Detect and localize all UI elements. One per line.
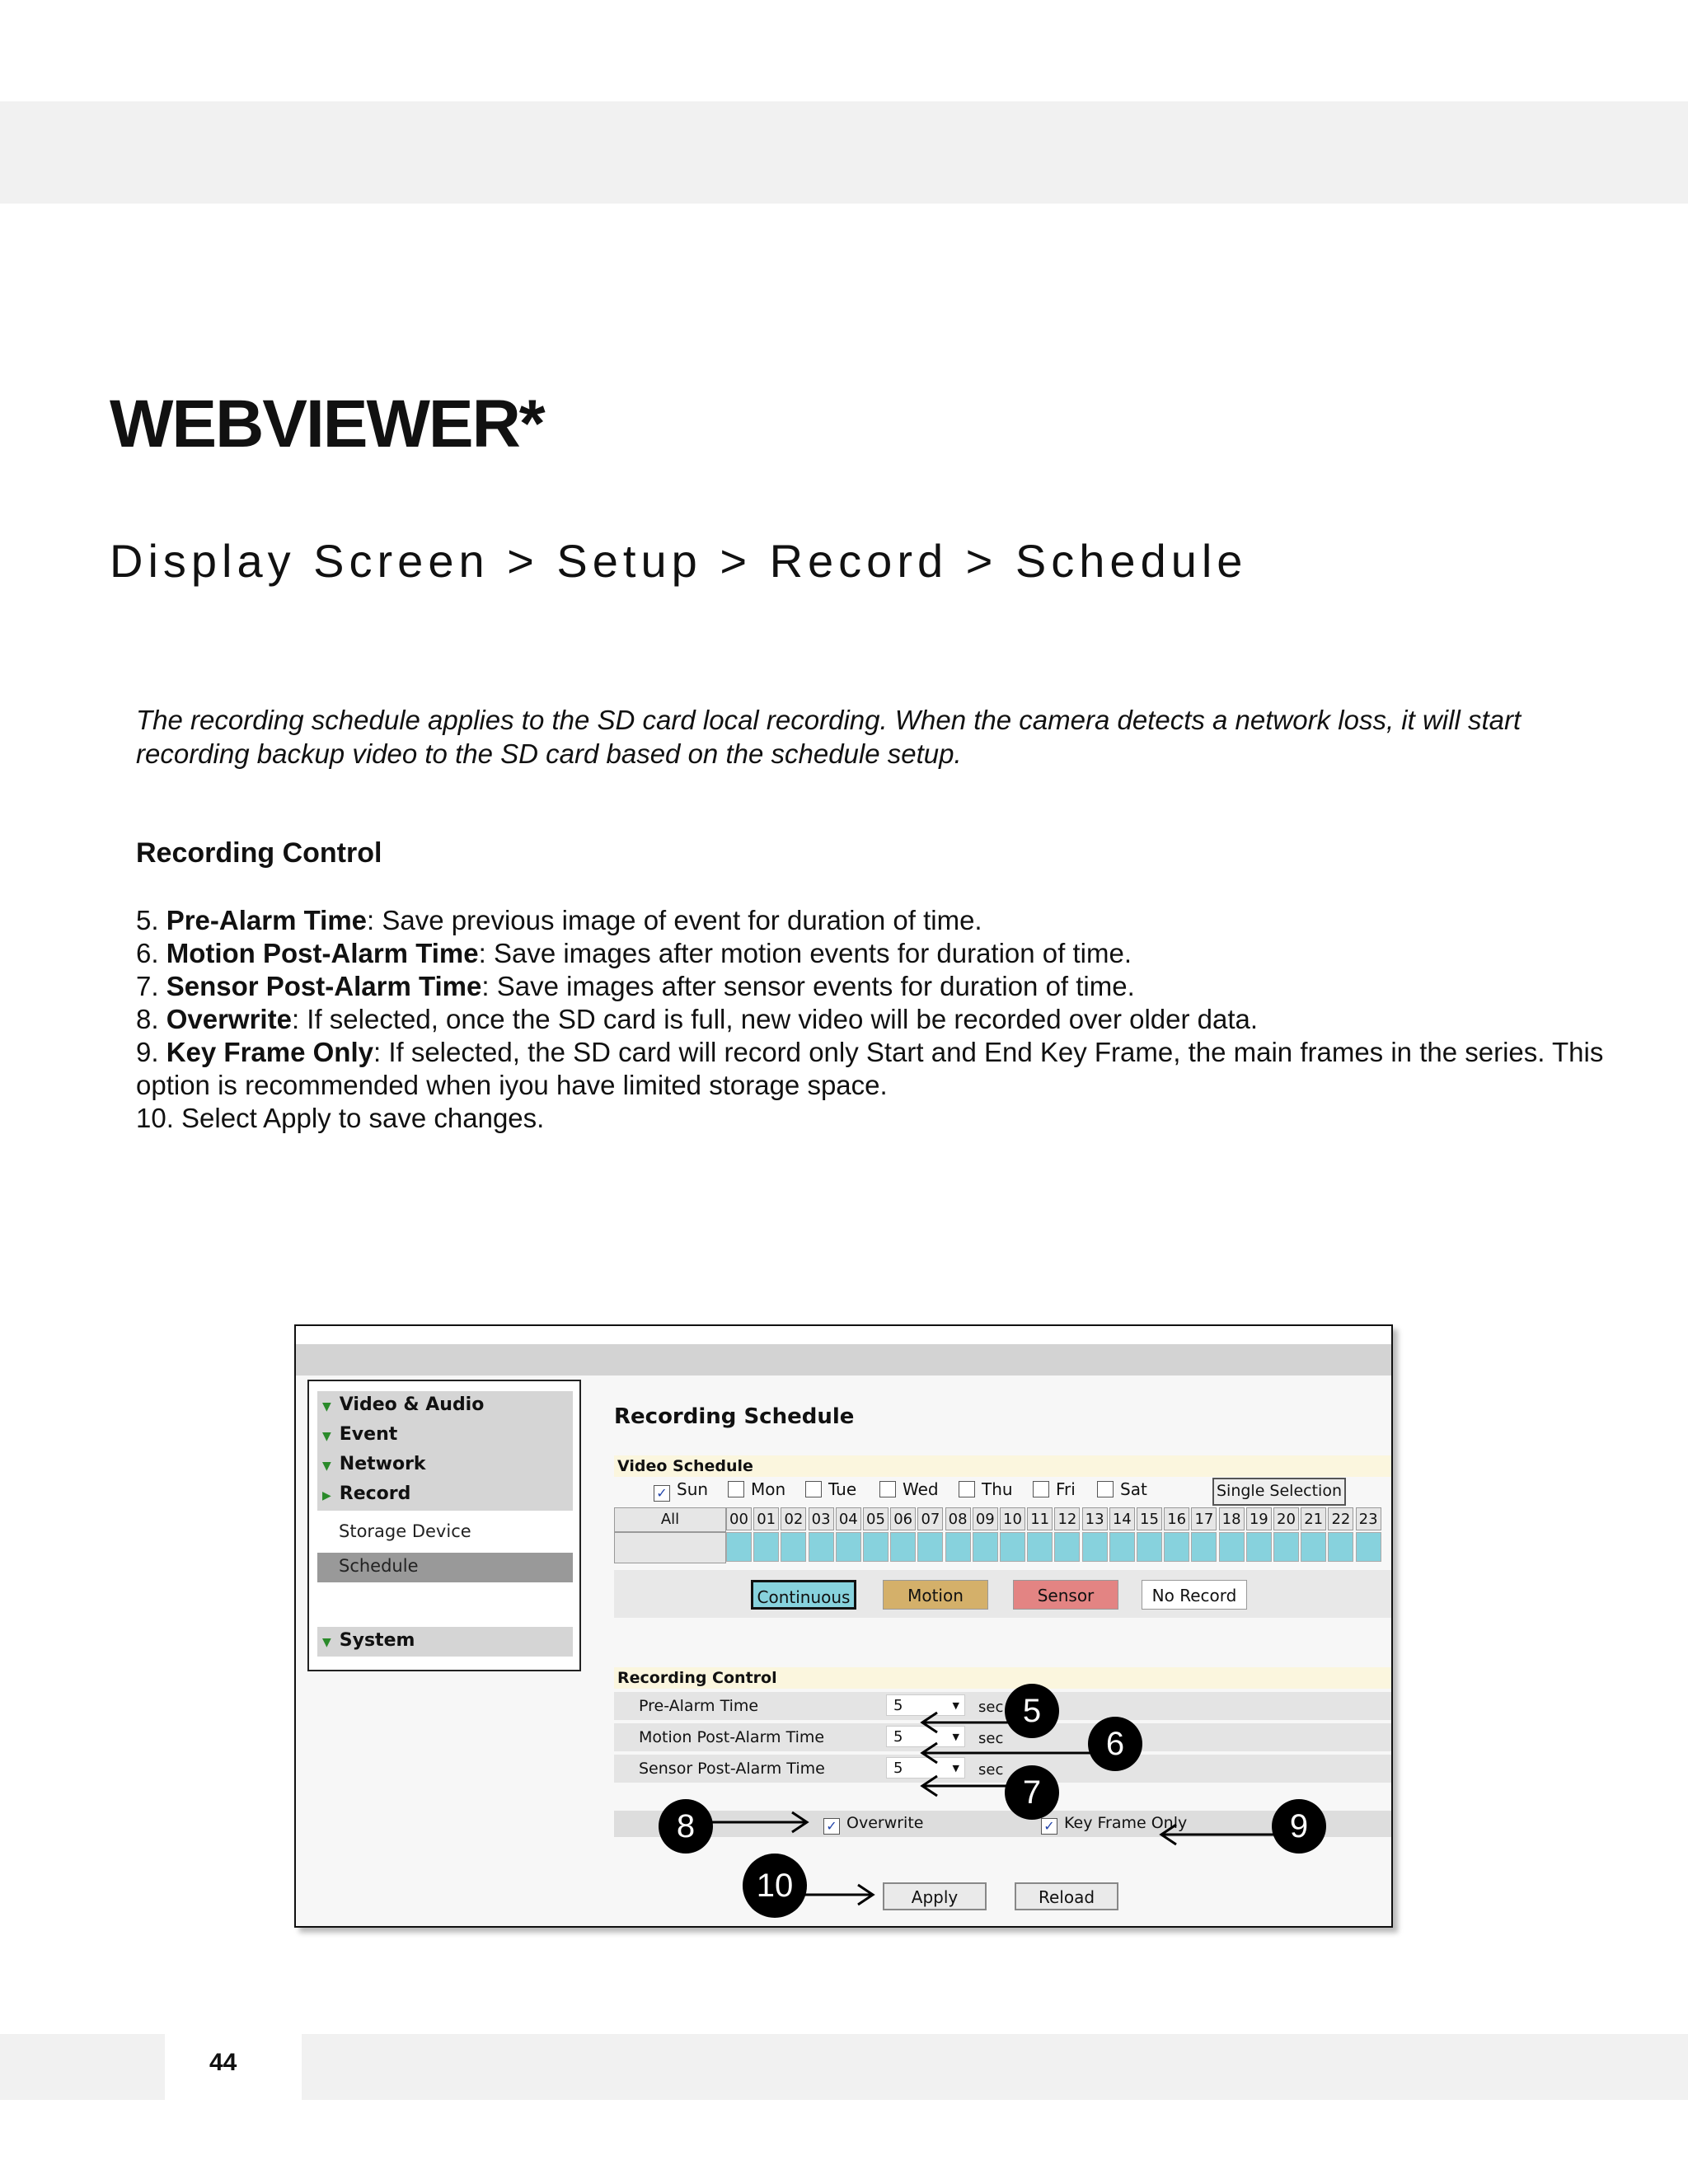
hour-header[interactable]: 13: [1082, 1507, 1108, 1530]
video-schedule-header: Video Schedule: [614, 1455, 1392, 1477]
sensor-post-alarm-select[interactable]: 5 ▼: [886, 1757, 965, 1779]
hour-header[interactable]: 01: [753, 1507, 779, 1530]
hour-header[interactable]: 06: [890, 1507, 916, 1530]
list-item: 10. Select Apply to save changes.: [136, 1103, 545, 1133]
hour-header[interactable]: 14: [1109, 1507, 1135, 1530]
callout-marker-8: 8: [659, 1799, 713, 1854]
nav-video-audio[interactable]: ▼ Video & Audio: [322, 1394, 485, 1415]
arrow-10: [805, 1885, 873, 1905]
pre-alarm-label: Pre-Alarm Time: [639, 1697, 759, 1715]
dropdown-arrow-icon: ▼: [952, 1700, 959, 1711]
nav-storage-device[interactable]: Storage Device: [339, 1521, 471, 1541]
apply-button[interactable]: Apply: [883, 1882, 987, 1910]
reload-button[interactable]: Reload: [1015, 1882, 1118, 1910]
hour-header[interactable]: 08: [945, 1507, 971, 1530]
list-item: 7. Sensor Post-Alarm Time: Save images after sensor events for duration of time.: [136, 971, 1135, 1001]
arrow-7: [922, 1776, 1008, 1796]
callout-marker-5: 5: [1005, 1684, 1059, 1738]
chevron-down-icon: ▼: [322, 1400, 331, 1413]
overwrite-option[interactable]: ✓ Overwrite: [823, 1814, 923, 1835]
list-item: 9. Key Frame Only: If selected, the SD card will record only Start and End Key Frame, the main frames in the series. This option is recommended when iyou have limited storage space.: [136, 1037, 1604, 1100]
webviewer-screenshot: [294, 1324, 1393, 1928]
all-hours-button[interactable]: All: [614, 1507, 726, 1532]
hour-header[interactable]: 20: [1273, 1507, 1299, 1530]
day-fri[interactable]: Fri: [1033, 1479, 1076, 1499]
hour-header[interactable]: 09: [973, 1507, 998, 1530]
recording-control-list: [136, 904, 1620, 1135]
checkbox-icon[interactable]: ✓: [823, 1818, 840, 1835]
hour-header[interactable]: 18: [1219, 1507, 1245, 1530]
arrow-5: [922, 1713, 1008, 1732]
sensor-button[interactable]: Sensor: [1013, 1580, 1118, 1610]
breadcrumb: Display Screen > Setup > Record > Schedule: [110, 535, 1248, 587]
chevron-down-icon: ▼: [322, 1636, 331, 1649]
arrow-8: [711, 1812, 807, 1832]
page-number: 44: [209, 2049, 237, 2076]
hour-header[interactable]: 12: [1054, 1507, 1080, 1530]
recording-control-header: Recording Control: [614, 1667, 1392, 1689]
intro-paragraph: The recording schedule applies to the SD card local recording. When the camera detects a network loss, it will start recording backup video to the SD card based on the schedule setup.: [136, 705, 1522, 769]
hour-header[interactable]: 22: [1328, 1507, 1353, 1530]
continuous-button[interactable]: Continuous: [751, 1580, 856, 1610]
hour-header[interactable]: 15: [1137, 1507, 1162, 1530]
arrow-6: [922, 1743, 1091, 1763]
dropdown-arrow-icon: ▼: [952, 1732, 959, 1742]
hour-header[interactable]: 11: [1027, 1507, 1053, 1530]
day-tue[interactable]: Tue: [805, 1479, 856, 1499]
hour-header[interactable]: 02: [781, 1507, 806, 1530]
day-thu[interactable]: Thu: [959, 1479, 1013, 1499]
hour-header[interactable]: 16: [1164, 1507, 1189, 1530]
header-band: [0, 101, 1688, 204]
arrow-9: [1161, 1825, 1273, 1844]
hour-header[interactable]: 23: [1356, 1507, 1381, 1530]
list-item: 5. Pre-Alarm Time: Save previous image of event for duration of time.: [136, 905, 982, 935]
nav-system[interactable]: ▼ System: [322, 1630, 415, 1651]
hour-header[interactable]: 19: [1246, 1507, 1272, 1530]
callout-marker-7: 7: [1005, 1765, 1059, 1820]
callout-marker-6: 6: [1088, 1717, 1142, 1771]
chevron-down-icon: ▼: [322, 1460, 331, 1473]
page-title: WEBVIEWER*: [110, 387, 544, 462]
hour-header[interactable]: 17: [1191, 1507, 1217, 1530]
hour-header[interactable]: 21: [1301, 1507, 1326, 1530]
nav-event[interactable]: ▼ Event: [322, 1424, 398, 1445]
checkbox-icon[interactable]: ✓: [1041, 1818, 1057, 1835]
motion-post-alarm-label: Motion Post-Alarm Time: [639, 1728, 825, 1746]
hour-header[interactable]: 10: [1000, 1507, 1025, 1530]
key-frame-only-option[interactable]: ✓ Key Frame Only: [1041, 1814, 1187, 1835]
no-record-button[interactable]: No Record: [1142, 1580, 1247, 1610]
recording-schedule-title: Recording Schedule: [614, 1404, 855, 1429]
callout-marker-10: 10: [743, 1854, 807, 1918]
pre-alarm-unit: sec: [978, 1699, 1004, 1716]
nav-network[interactable]: ▼ Network: [322, 1454, 426, 1474]
hour-header[interactable]: 04: [836, 1507, 861, 1530]
motion-button[interactable]: Motion: [883, 1580, 988, 1610]
day-sat[interactable]: Sat: [1097, 1479, 1147, 1499]
day-sun[interactable]: ✓ Sun: [654, 1479, 708, 1502]
chevron-right-icon: ▶: [322, 1489, 331, 1502]
motion-post-alarm-select[interactable]: 5 ▼: [886, 1726, 965, 1747]
chevron-down-icon: ▼: [322, 1430, 331, 1443]
single-selection-button[interactable]: Single Selection: [1212, 1478, 1346, 1506]
hour-header[interactable]: 07: [917, 1507, 943, 1530]
day-wed[interactable]: Wed: [879, 1479, 939, 1499]
motion-post-alarm-unit: sec: [978, 1730, 1004, 1747]
hour-header[interactable]: 00: [726, 1507, 752, 1530]
pre-alarm-select[interactable]: 5 ▼: [886, 1694, 965, 1716]
footer-band-right: [302, 2034, 1688, 2100]
sensor-post-alarm-unit: sec: [978, 1761, 1004, 1779]
checkbox-icon[interactable]: ✓: [654, 1485, 670, 1502]
list-item: 8. Overwrite: If selected, once the SD card is full, new video will be recorded over older data.: [136, 1004, 1259, 1034]
callout-arrows: [296, 1326, 1391, 1926]
section-title: Recording Control: [136, 837, 382, 869]
list-item: 6. Motion Post-Alarm Time: Save images after motion events for duration of time.: [136, 938, 1132, 968]
dropdown-arrow-icon: ▼: [952, 1763, 959, 1774]
callout-marker-9: 9: [1272, 1799, 1326, 1854]
nav-record[interactable]: ▶ Record: [322, 1483, 411, 1504]
sensor-post-alarm-label: Sensor Post-Alarm Time: [639, 1760, 825, 1778]
hour-header[interactable]: 05: [863, 1507, 889, 1530]
day-mon[interactable]: Mon: [728, 1479, 785, 1499]
footer-band-left: [0, 2034, 165, 2100]
hour-header[interactable]: 03: [809, 1507, 834, 1530]
nav-schedule[interactable]: Schedule: [339, 1556, 419, 1576]
